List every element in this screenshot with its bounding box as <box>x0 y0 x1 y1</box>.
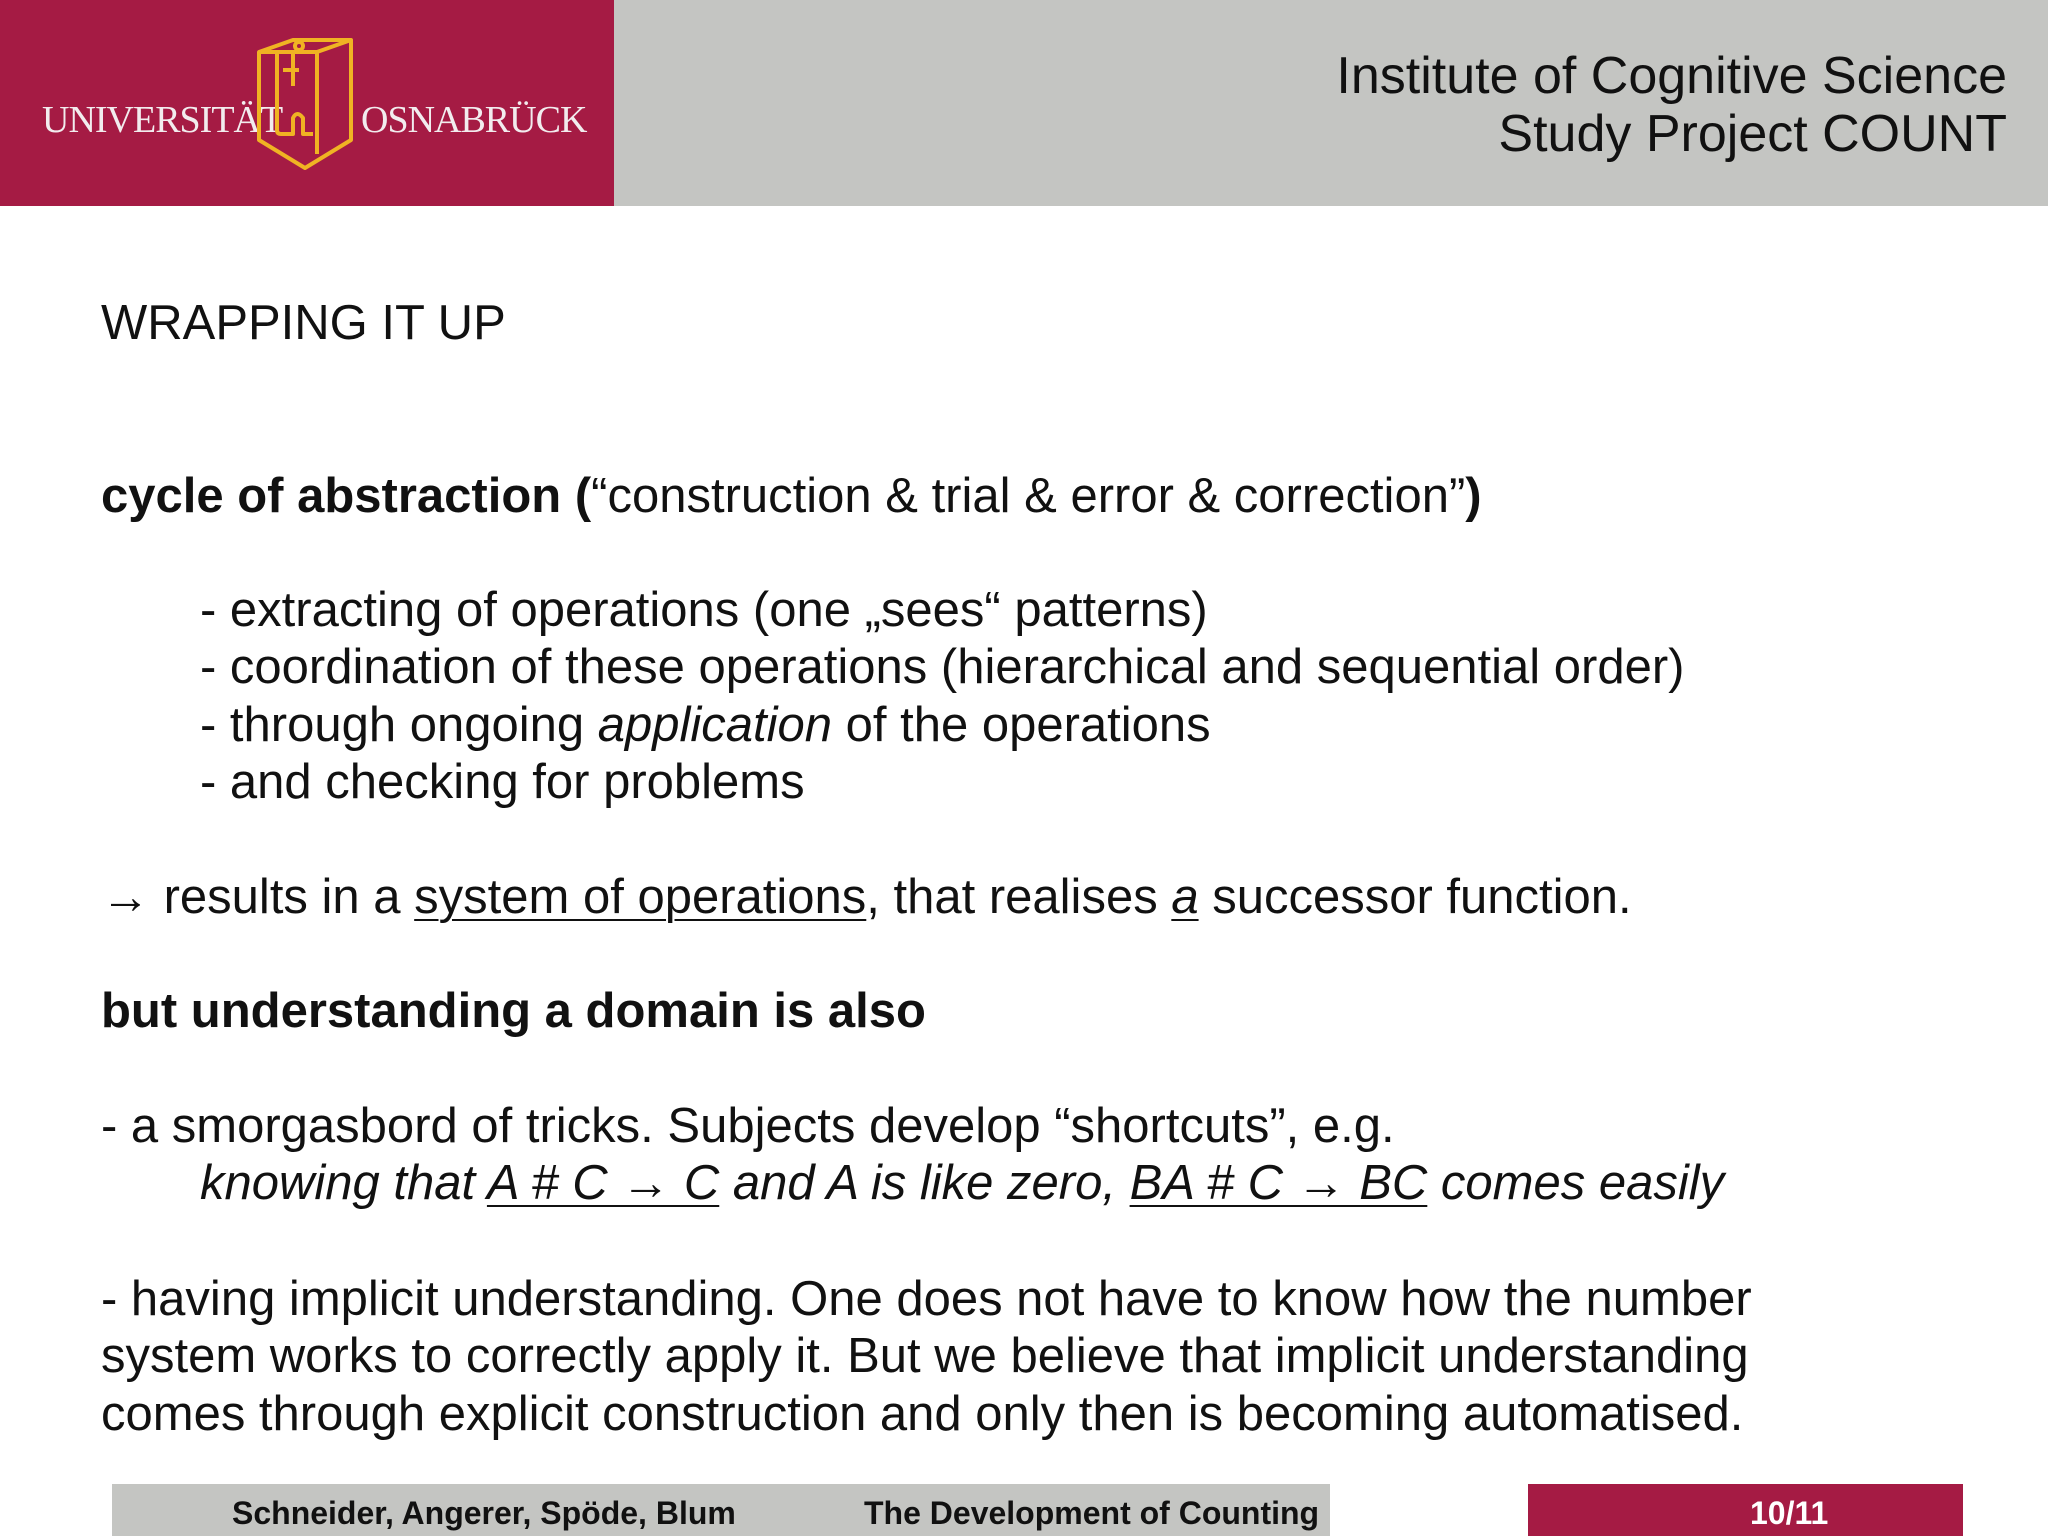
logo-text-left: UNIVERSITÄT <box>42 99 283 141</box>
result-arrow: → results in a <box>101 870 415 924</box>
bullet-3-post: of the operations <box>832 698 1211 752</box>
footer-authors: Schneider, Angerer, Spöde, Blum <box>232 1495 736 1531</box>
result-mid: , that realises <box>866 870 1172 924</box>
example-pre: knowing that <box>200 1156 487 1210</box>
bullet-2: - coordination of these operations (hierarchical and sequential order) <box>200 640 1685 694</box>
bullet-3-pre: - through ongoing <box>200 698 598 752</box>
result-line <box>101 870 1632 924</box>
result-underlined-1: system of operations <box>414 870 867 924</box>
university-logo <box>0 0 614 206</box>
institute-name: Institute of Cognitive Science <box>1336 47 2007 105</box>
smorgasbord-line: - a smorgasbord of tricks. Subjects develop “shortcuts”, e.g. <box>101 1099 1395 1153</box>
implicit-line-3: comes through explicit construction and only then is becoming automatised. <box>101 1387 1744 1441</box>
result-underlined-2: a <box>1171 870 1199 924</box>
example-line <box>200 1156 1725 1210</box>
bullet-3-emphasis: application <box>597 698 833 752</box>
cycle-bold-close: ) <box>1465 469 1482 523</box>
bullet-3 <box>200 698 1211 752</box>
cycle-quote: “construction & trial & error & correction” <box>591 469 1466 523</box>
slide-title: WRAPPING IT UP <box>101 296 506 350</box>
footer-talk-title: The Development of Counting <box>864 1495 1320 1531</box>
project-name: Study Project COUNT <box>1498 105 2007 163</box>
example-post: comes easily <box>1427 1156 1725 1210</box>
bullet-1: - extracting of operations (one „sees“ patterns) <box>200 583 1208 637</box>
domain-heading: but understanding a domain is also <box>101 984 926 1038</box>
example-mid: and A is like zero, <box>719 1156 1130 1210</box>
example-underlined-2: BA # C → BC <box>1129 1156 1428 1210</box>
page-number-bar <box>1528 1484 1963 1536</box>
example-underlined-1: A # C → C <box>486 1156 720 1210</box>
page-number: 10/11 <box>1750 1495 1829 1531</box>
university-emblem-icon <box>253 34 357 172</box>
implicit-line-1: - having implicit understanding. One does not have to know how the number <box>101 1272 1752 1326</box>
cycle-bold-open: cycle of abstraction ( <box>101 469 592 523</box>
bullet-4: - and checking for problems <box>200 755 805 809</box>
logo-text-right: OSNABRÜCK <box>361 99 587 141</box>
header-bar <box>614 0 2048 206</box>
implicit-line-2: system works to correctly apply it. But we believe that implicit understanding <box>101 1329 1749 1383</box>
result-post: successor function. <box>1198 870 1632 924</box>
cycle-line <box>101 469 1482 523</box>
